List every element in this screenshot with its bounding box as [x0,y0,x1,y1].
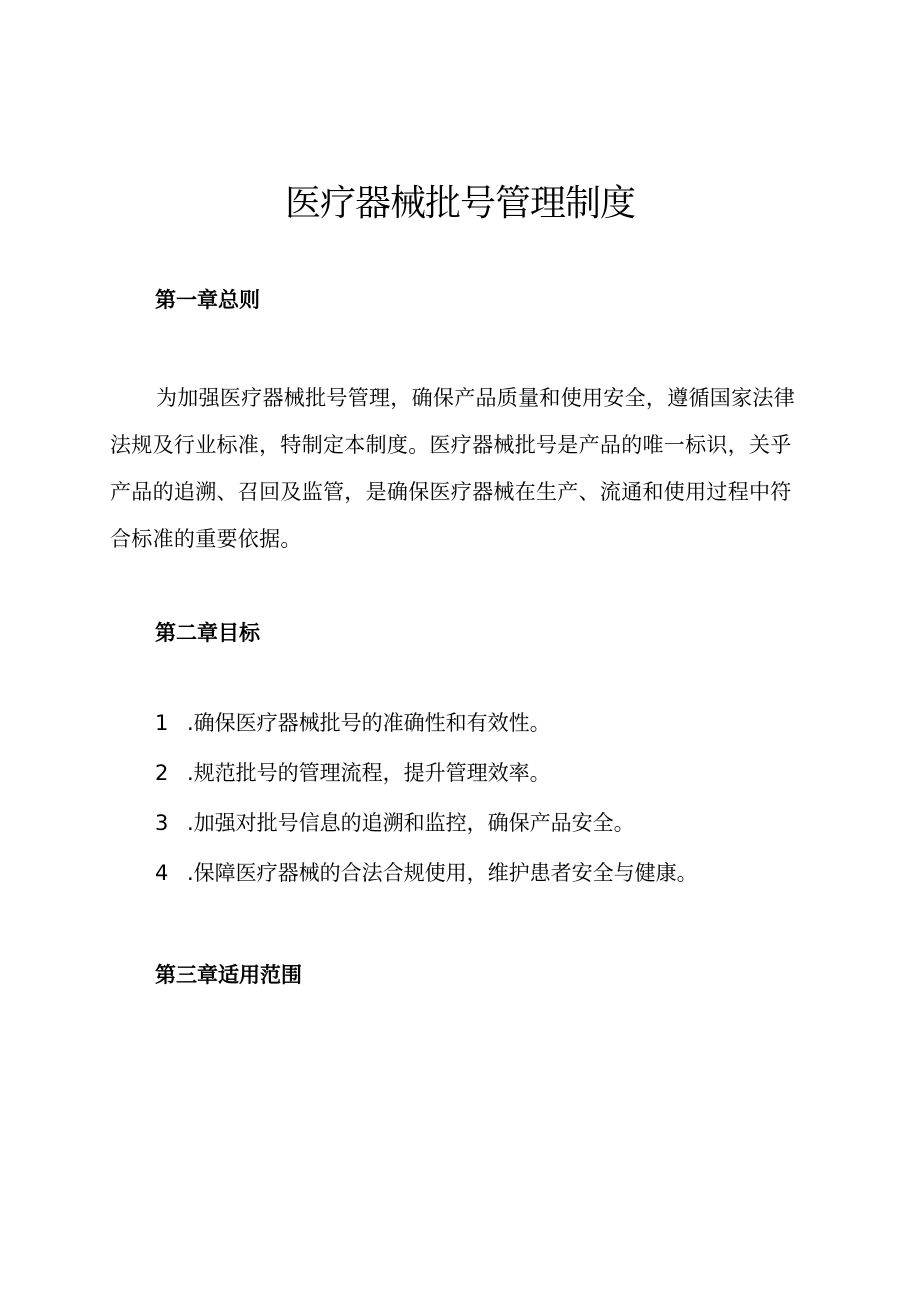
list-item-text: .加强对批号信息的追溯和监控，确保产品安全。 [187,811,635,835]
chapter-3-heading: 第三章适用范围 [155,963,302,987]
document-title: 医疗器械批号管理制度 [284,183,635,224]
list-item-text: .确保医疗器械批号的准确性和有效性。 [187,711,551,735]
chapter-2-heading: 第二章目标 [155,621,260,645]
list-item-number: 2 [155,761,169,785]
list-item [155,858,698,888]
list-item [155,708,698,738]
list-item-text: .保障医疗器械的合法合规使用，维护患者安全与健康。 [187,861,698,885]
list-item [155,808,698,838]
chapter-1-paragraph: 为加强医疗器械批号管理，确保产品质量和使用安全，遵循国家法律法规及行业标准，特制定本制度。医疗器械批号是产品的唯一标识，关乎产品的追溯、召回及监管，是确保医疗器械在生产、流通和使用过程中符合标准的重要依据。 [110,386,795,551]
list-item-number: 1 [155,711,169,735]
list-item-number: 3 [155,811,169,835]
list-item-number: 4 [155,861,169,885]
chapter-1-heading: 第一章总则 [155,288,260,312]
list-item-text: .规范批号的管理流程，提升管理效率。 [187,761,551,785]
goals-list [155,708,698,908]
list-item [155,758,698,788]
